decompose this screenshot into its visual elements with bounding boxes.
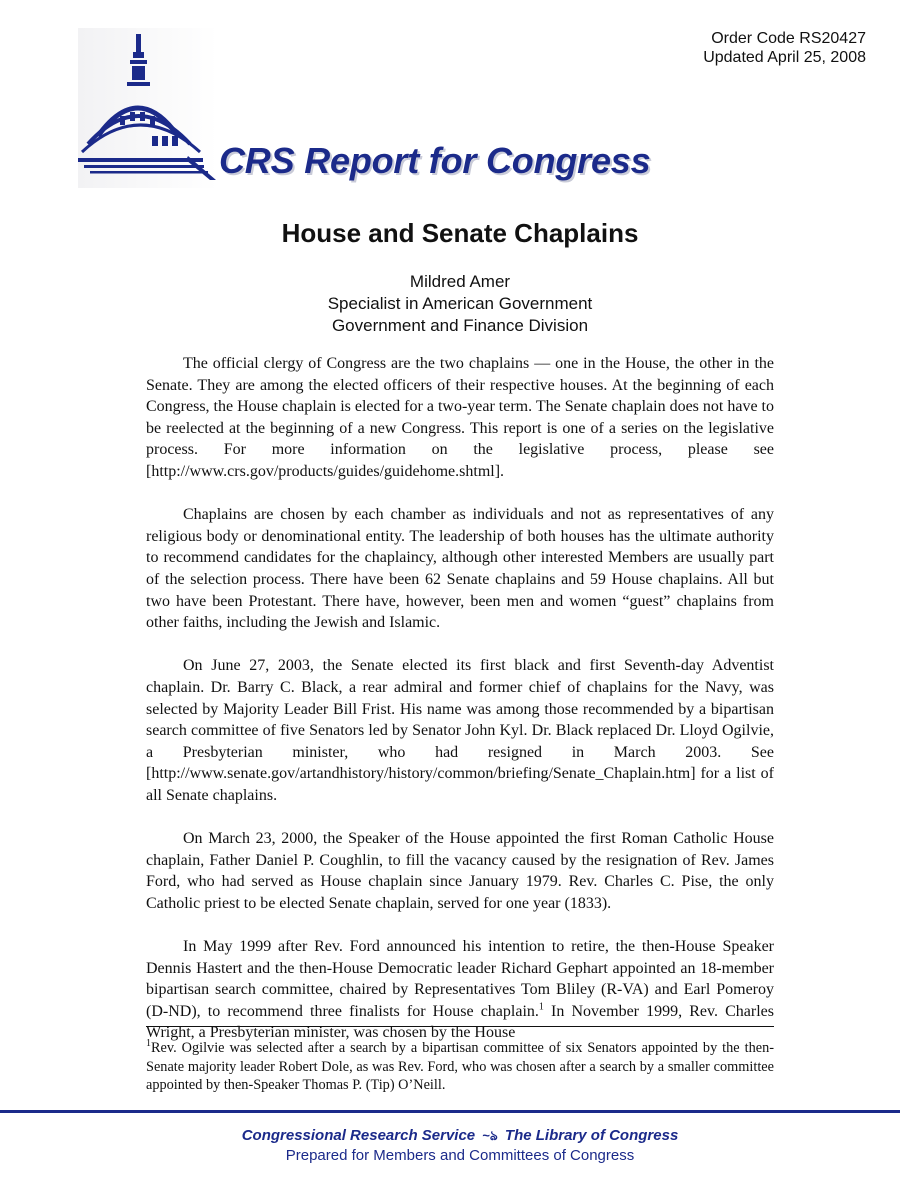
- paragraph-4: On March 23, 2000, the Speaker of the House appointed the first Roman Catholic House chaplain, Father Daniel P. Coughlin, to fill the vacancy caused by the resignation of Rev. James Ford, who had served as House chaplain since January 1979. Rev. Charles C. Pise, the only Catholic priest to be elected Senate chaplain, served for one year (1833).: [146, 830, 774, 912]
- author-block: [0, 271, 920, 337]
- order-code-block: [703, 29, 866, 67]
- footnote-marker: 1: [146, 1038, 151, 1050]
- footnote: [146, 1039, 774, 1095]
- footer-line-2: Prepared for Members and Committees of Congress: [285, 1147, 635, 1164]
- report-title: House and Senate Chaplains: [281, 218, 639, 248]
- paragraph-2: Chaplains are chosen by each chamber as individuals and not as representatives of any religious body or denominational entity. The leadership of both houses has the ultimate authority to recommend candidates for the chaplaincy, although other interested Members are usually part of the selection process. There have been 62 Senate chaplains and 59 House chaplains. All but two have been Protestant. There have, however, been men and women “guest” chaplains from other faiths, including the Jewish and Islamic.: [146, 506, 774, 632]
- ornament-icon: ~ঌ: [482, 1128, 498, 1143]
- author-position: Specialist in American Government: [327, 294, 593, 313]
- order-code: Order Code RS20427: [711, 30, 866, 47]
- report-body: [146, 353, 774, 1066]
- author-division: Government and Finance Division: [331, 316, 589, 335]
- footer-loc: The Library of Congress: [504, 1127, 679, 1144]
- footnote-text: Rev. Ogilvie was selected after a search by a bipartisan committee of six Senators appointed by the then-Senate majority leader Robert Dole, as was Rev. Ford, who was chosen after a search by a smaller committee appointed by then-Speaker Thomas P. (Tip) O’Neill.: [146, 1040, 774, 1093]
- paragraph-5-continuation: In November 1999, Rev. Charles Wright, a Presbyterian minister, was chosen by the House: [146, 1002, 774, 1042]
- footer-crs: Congressional Research Service: [241, 1127, 476, 1144]
- brand-title: CRS Report for Congress: [219, 140, 651, 181]
- paragraph-1: The official clergy of Congress are the two chaplains — one in the House, the other in the Senate. They are among the elected officers of their respective houses. At the beginning of each Congress, the House chaplain is elected for a two-year term. The Senate chaplain does not have to be reelected at the beginning of a new Congress. This report is one of a series on the legislative process. For more information on the legislative process, please see [http://www.crs.gov/products/guides/guidehome.shtml].: [146, 355, 774, 480]
- footer-divider: [0, 1110, 900, 1113]
- author-name: Mildred Amer: [409, 272, 511, 291]
- page-footer: [0, 1126, 920, 1165]
- paragraph-3: On June 27, 2003, the Senate elected its first black and first Seventh-day Adventist chaplain. Dr. Barry C. Black, a rear admiral and former chief of chaplains for the Navy, was selected by Majority Leader Bill Frist. His name was among those recommended by a bipartisan search committee of five Senators led by Senator John Kyl. Dr. Black replaced Dr. Lloyd Ogilvie, a Presbyterian minister, who had resigned in March 2003. See [http://www.senate.gov/artandhistory/history/common/briefing/Senate_Chaplain.htm] for a list of all Senate chaplains.: [146, 657, 774, 804]
- paragraph-5-text: In May 1999 after Rev. Ford announced his intention to retire, the then-House Speaker Dennis Hastert and the then-House Democratic leader Richard Gephart appointed an 18-member bipartisan search committee, chaired by Representatives Tom Bliley (R-VA) and Earl Pomeroy (D-ND), to recommend three finalists for House chaplain.: [146, 938, 774, 1020]
- footnote-reference[interactable]: 1: [538, 1001, 544, 1013]
- updated-date: Updated April 25, 2008: [703, 49, 866, 66]
- paragraph-5: [146, 936, 774, 1044]
- capitol-dome-icon: [78, 28, 218, 188]
- footer-line-1: [0, 1126, 920, 1145]
- footnote-divider: [146, 1026, 774, 1027]
